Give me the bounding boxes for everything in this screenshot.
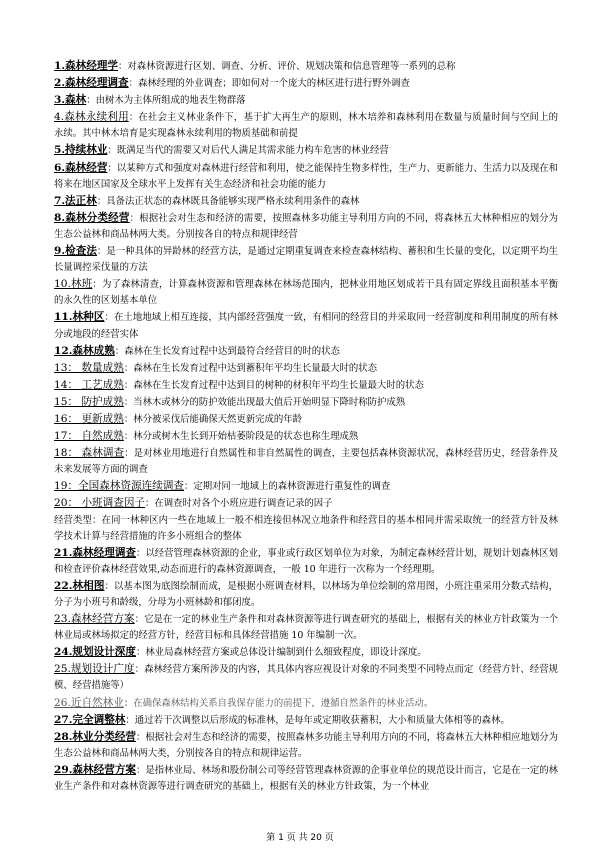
definition-entry <box>54 578 558 611</box>
entry-term: 29.森林经营方案 <box>54 763 137 776</box>
entry-definition: 定期对同一地域上的森林资源进行重复性的调查 <box>193 481 391 493</box>
entry-separator: ： <box>145 498 155 510</box>
definition-entry <box>54 513 558 545</box>
definition-entry <box>54 309 558 342</box>
entry-separator: ： <box>128 112 139 124</box>
definition-entry <box>54 611 558 644</box>
entry-term: 26.近自然林业 <box>54 696 124 709</box>
entry-term: 28.林业分类经营 <box>54 730 137 743</box>
entry-separator: ： <box>92 279 102 291</box>
entry-term: 19：全国森林资源连续调查 <box>54 480 185 493</box>
entry-definition: 既满足当代的需要又对后代人满足其需求能力构车危害的林业经营 <box>116 145 389 157</box>
entry-term: 14： 工艺成熟 <box>54 378 124 391</box>
entry-separator: ： <box>123 379 134 391</box>
entry-separator: ： <box>129 212 140 224</box>
entry-definition: 以某种方式和强度对森林进行经营和利用，使之能保持生物多样性，生产力、更新能力、生活力以及现在和将来在地区国家及全球水平上发挥有关生态经济和社会功能的能力 <box>54 162 558 190</box>
entry-definition: 经营类型：在同一林种区内一些在地域上一般不相连接但林况立地条件和经营目的基本相同并需采取统一的经营方针及林学技术计算与经营措施的许多小班组合的整体 <box>54 514 558 542</box>
entry-separator: ： <box>125 714 135 726</box>
entry-term: 8.森林分类经营 <box>54 211 130 224</box>
entry-term: 23.森林经营方案 <box>54 613 135 626</box>
entry-term: 21.森林经理调查 <box>54 546 137 559</box>
entry-definition: 在调查时对各个小班应进行调查记录的因子 <box>154 498 333 510</box>
entry-term: 4.森林永续利用 <box>54 111 129 124</box>
definition-entry <box>54 644 558 661</box>
definition-entry <box>54 695 558 712</box>
entry-separator: ： <box>107 145 117 157</box>
page-footer: 第 1 页 共 20 页 <box>266 833 334 843</box>
definition-entry <box>54 545 558 578</box>
definition-entry <box>54 142 558 159</box>
entry-term: 6.森林经营 <box>54 161 108 174</box>
entry-definition: 根据社会对生态和经济的需要，按照森林多功能主导利用方向的不同，将森林五大林种相应的划分为生态公益林和商品林两大类。分别按各自的特点和规律经营 <box>54 212 558 240</box>
entry-term: 9.检查法 <box>54 245 97 258</box>
entry-term: 24.规划设计深度 <box>54 646 136 659</box>
entry-term: 12.森林成熟 <box>54 344 115 357</box>
entry-term: 13： 数量成熟 <box>54 361 124 374</box>
definition-entry <box>54 343 558 360</box>
entry-definition: 由树木为主体所组成的地表生物群落 <box>95 95 246 107</box>
entry-separator: ： <box>123 431 134 443</box>
definition-entry <box>54 92 558 109</box>
entry-separator: ： <box>114 345 125 357</box>
definition-entry <box>54 712 558 729</box>
definition-entry <box>54 428 558 445</box>
entry-definition: 森林在生长发育过程中达到最符合经营目的时的状态 <box>124 345 340 357</box>
entry-definition: 对森林资源进行区划、调查、分析、评价、规划决策和信息管理等一系列的总称 <box>127 61 456 72</box>
entry-term: 25.规划设计广度 <box>54 663 135 676</box>
entry-term: 27.完全调整林 <box>54 713 126 726</box>
entry-term: 17： 自然成熟 <box>54 430 124 443</box>
entry-definition: 在社会主义林业条件下，基于扩大再生产的原则，林木培养和森林利用在数量与质量时间与空间上的永续。其中林木培育是实现森林永续利用的物质基础和前提 <box>54 112 558 140</box>
entry-definition: 是指林业局、林场和股份制公司等经营管理森林资源的企事业单位的规范设计而言，它是在一定的林业生产条件和对森林资源等进行调查研究的基础上，根据有关的林业方针政策，为一个林业 <box>54 764 558 793</box>
definition-entry <box>54 495 558 512</box>
entry-definition: 森林在生长发育过程中达到目的树种的材积年平均生长量最大时的状态 <box>133 379 424 391</box>
entry-separator: ： <box>123 413 134 425</box>
entry-definition: 是对林业用地进行自然属性和非自然属性的调查，主要包括森林资源状况，森林经营历史，经营条件及未来发展等方面的调查 <box>54 448 558 476</box>
entry-term: 5.持续林业 <box>54 144 108 157</box>
definition-entry <box>54 411 558 428</box>
entry-definition: 林分或树木生长到开始枯萎阶段是的状态也称生理成熟 <box>133 431 359 443</box>
entry-definition: 具备法正状态的森林既具备能够实现严格永续利用条件的森林 <box>106 195 360 207</box>
definition-entry <box>54 661 558 694</box>
entry-term: 15： 防护成熟 <box>54 395 124 408</box>
entry-separator: ： <box>123 396 134 408</box>
definition-entry <box>54 445 558 478</box>
definition-entry <box>54 193 558 210</box>
entry-definition: 根据社会对生态和经济的需要，按照森林多功能主导利用方向的不同，将森林五大林种相应地划分为生态公益林和商品林两大类，分别按各自的特点和规律运营。 <box>54 731 558 759</box>
entry-separator: ： <box>134 664 145 676</box>
entry-term: 3.森林 <box>54 94 87 107</box>
entry-separator: ： <box>136 647 146 659</box>
entry-term: 16： 更新成熟 <box>54 412 124 425</box>
entry-separator: ： <box>107 162 117 174</box>
entry-separator: ： <box>104 312 114 324</box>
entry-term: 10.林班 <box>54 278 93 291</box>
entry-definition: 林业局森林经营方案或总体设计编制到什么细致程度，即设计深度。 <box>145 647 427 659</box>
entry-separator: ： <box>184 481 194 493</box>
definition-entry <box>54 360 558 377</box>
definition-entry <box>54 58 558 75</box>
definition-entry <box>54 160 558 193</box>
entry-term: 18： 森林调查 <box>54 447 125 460</box>
definition-entry <box>54 243 558 276</box>
entry-definition: 为了森林清查，计算森林资源和管理森林在林场范围内，把林业用地区划成若干具有固定界线且面积基本平衡的永久性的区划基本单位 <box>54 279 558 307</box>
entry-term: 1.森林经理学 <box>54 60 119 72</box>
entry-definition: 以经营管理森林资源的企业，事业或行政区划单位为对象，为制定森林经营计划，规划计划森林区划和检查评价森林经营效果,动态而进行的森林资源调查，一般 10 年进行一次称为一个经理期。 <box>54 547 558 575</box>
entry-definition: 以基本图为底图绘制而成，是根据小班调查材料，以林场为单位绘制的常用图，小班注重采用分数式结构，分子为小班号和龄级，分母为小班林龄和郁闭度。 <box>54 580 558 608</box>
definition-entry <box>54 75 558 92</box>
definition-entry <box>54 210 558 243</box>
entry-separator: ： <box>96 195 107 207</box>
document-body <box>54 58 558 795</box>
entry-definition: 通过若干次调整以后形成的标准林，是每年或定期收获蓄积，大小和质量大体相等的森林。 <box>134 714 510 726</box>
definition-entry <box>54 377 558 394</box>
entry-definition: 它是在一定的林业生产条件和对森林资源等进行调查研究的基础上，根据有关的林业方针政策为一个林业局或林场拟定的经营方针，经营目标和具体经营措施 10 年编制一次。 <box>54 614 558 642</box>
definition-entry <box>54 276 558 309</box>
entry-separator: ： <box>136 547 146 559</box>
entry-term: 11.林种区 <box>54 311 105 324</box>
entry-term: 2.森林经理调查 <box>54 77 129 90</box>
definition-entry <box>54 109 558 142</box>
entry-term: 7.法正林 <box>54 194 97 207</box>
entry-separator: ： <box>134 614 145 626</box>
entry-separator: ： <box>128 78 139 90</box>
entry-definition: 林分被采伐后能确保天然更新完成的年龄 <box>133 413 302 425</box>
entry-term: 20： 小班调查因子 <box>54 497 146 510</box>
definition-entry <box>54 762 558 795</box>
entry-term: 22.林相图 <box>54 579 105 592</box>
entry-separator: ： <box>136 764 146 776</box>
entry-separator: ： <box>118 61 128 72</box>
entry-separator: ： <box>96 246 107 258</box>
definition-entry <box>54 394 558 411</box>
entry-separator: ： <box>123 362 134 374</box>
entry-separator: ： <box>104 580 114 592</box>
entry-definition: 森林经营方案所涉及的内容，其具体内容应视设计对象的不同类型不同特点而定（经营方针、经营规模、经营措施等） <box>54 664 558 692</box>
entry-separator: ： <box>124 448 134 460</box>
entry-definition: 在确保森林结构关系自我保存能力的前提下，遵循自然条件的林业活动。 <box>133 697 434 709</box>
definition-entry <box>54 729 558 762</box>
entry-definition: 森林经理的外业调查；即如何对一个庞大的林区进行进行野外调查 <box>138 78 410 90</box>
entry-separator: ： <box>123 697 134 709</box>
entry-definition: 是一种具体的异龄林的经营方法，是通过定期重复调查来检查森林结构、蓄积和生长量的变化，以定期平均生长量调控采伐量的方法 <box>54 246 558 274</box>
entry-definition: 在土地地域上相互连接，其内部经营强度一致，有相同的经营目的并采取同一经营制度和利用制度的所有林分或地段的经营实体 <box>54 312 558 340</box>
entry-separator: ： <box>136 731 146 743</box>
entry-definition: 当林木或林分的防护效能出现最大值后开始明显下降时称防护成熟 <box>133 396 406 408</box>
definition-entry <box>54 478 558 495</box>
entry-definition: 森林在生长发育过程中达到蓄积年平均生长量最大时的状态 <box>133 362 377 374</box>
entry-separator: ： <box>86 95 96 107</box>
